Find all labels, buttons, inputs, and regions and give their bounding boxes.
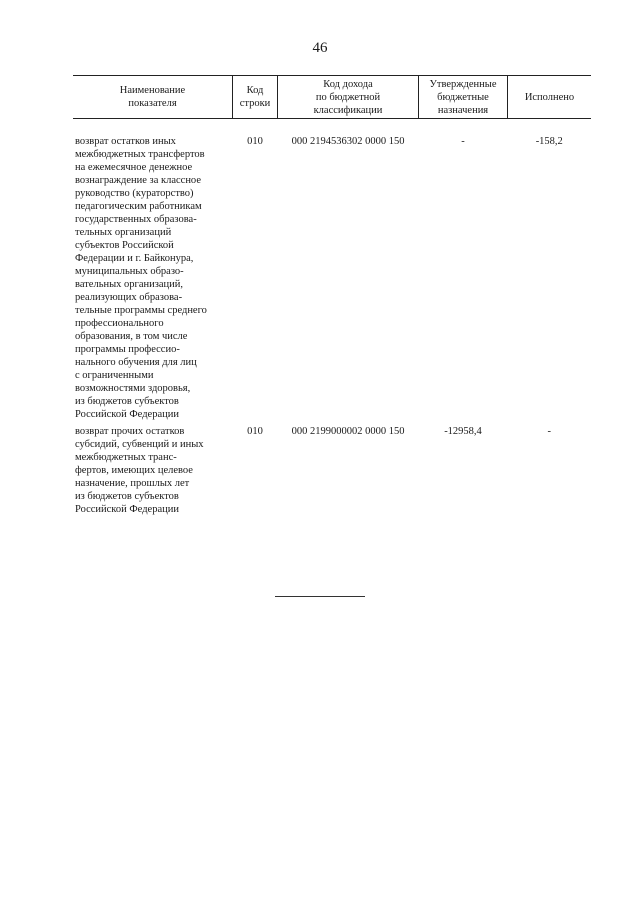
header-executed: Исполнено bbox=[508, 76, 592, 119]
table-row bbox=[73, 425, 591, 520]
spacer-row bbox=[73, 119, 591, 136]
page-number: 46 bbox=[312, 40, 328, 56]
row-indicator-name: возврат прочих остатков субсидий, субвенций и иных межбюджетных транс- фертов, имеющих целевое назначение, прошлых лет из бюджетов субъектов Российской Федерации bbox=[75, 426, 204, 515]
budget-execution-table bbox=[73, 75, 591, 520]
header-approved-budget: Утвержденные бюджетные назначения bbox=[419, 76, 508, 119]
table-row bbox=[73, 135, 591, 425]
table-header-row bbox=[73, 76, 591, 119]
row-income-code: 000 2194536302 0000 150 bbox=[291, 136, 405, 147]
header-line-code: Код строки bbox=[233, 76, 278, 119]
row-indicator-name: возврат остатков иных межбюджетных трансфертов на ежемесячное денежное вознаграждение за классное руководство (кураторство) педагогическим работникам государственных образова- тельных организаций субъектов Российской Федерации и г. Байконура, муниципальных образо- вательных организаций, реализующих образова- тельные программы среднего профессионального образования, в том числе программы профессио- нального обучения для лиц с ограниченными возможностями здоровья, из бюджетов субъектов Российской Федерации bbox=[75, 136, 207, 420]
header-income-code: Код дохода по бюджетной классификации bbox=[278, 76, 419, 119]
footer-divider-line bbox=[275, 596, 365, 597]
row-executed-value: -158,2 bbox=[535, 136, 563, 147]
row-executed-value: - bbox=[547, 426, 551, 437]
header-indicator-name: Наименование показателя bbox=[73, 76, 233, 119]
row-income-code: 000 2199000002 0000 150 bbox=[291, 426, 405, 437]
row-approved-value: - bbox=[461, 136, 465, 147]
row-line-code: 010 bbox=[247, 426, 263, 437]
row-approved-value: -12958,4 bbox=[444, 426, 482, 437]
row-line-code: 010 bbox=[247, 136, 263, 147]
